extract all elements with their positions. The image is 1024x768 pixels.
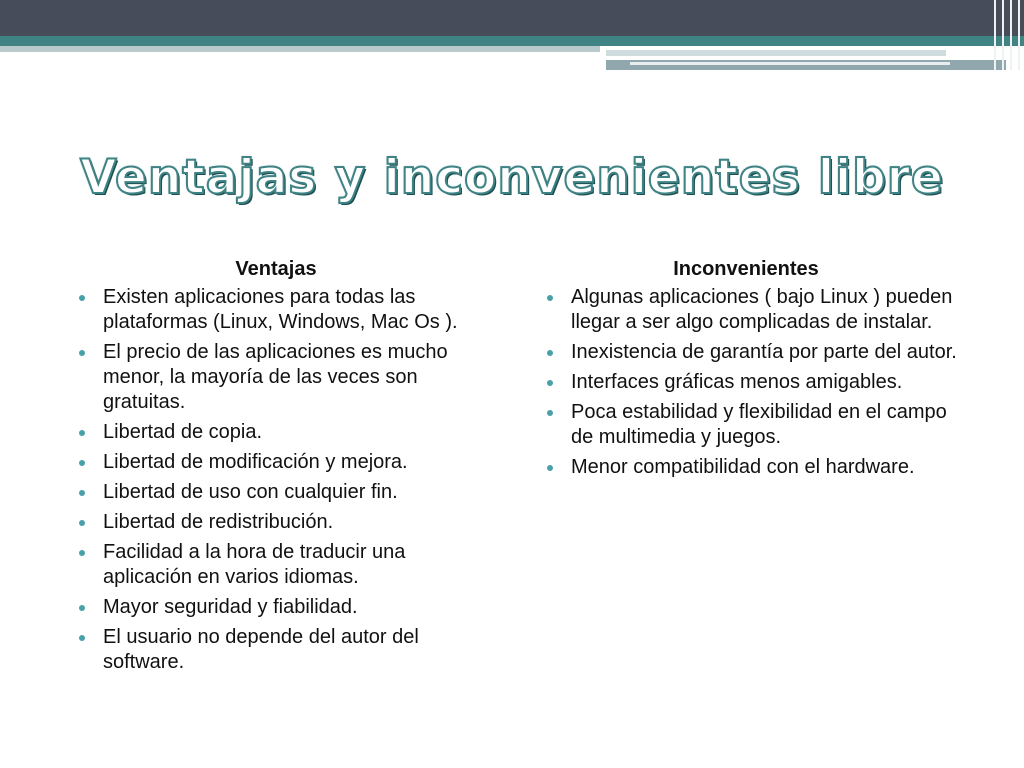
- list-item-text: Mayor seguridad y fiabilidad.: [103, 596, 358, 618]
- list-item: [78, 340, 492, 415]
- bullet-icon: [79, 430, 85, 436]
- slide-title: Ventajas y inconvenientes libre: [80, 150, 944, 205]
- bullet-icon: [547, 350, 553, 356]
- list-item-text: Menor compatibilidad con el hardware.: [571, 456, 915, 478]
- ventajas-heading: Ventajas: [235, 258, 317, 280]
- bullet-icon: [79, 520, 85, 526]
- inconvenientes-heading: Inconvenientes: [673, 258, 819, 280]
- list-item: [78, 420, 492, 445]
- list-item-text: Poca estabilidad y flexibilidad en el campo de multimedia y juegos.: [571, 401, 947, 448]
- inconvenientes-list: [546, 285, 958, 480]
- bullet-icon: [79, 490, 85, 496]
- list-item: [546, 400, 958, 450]
- bullet-icon: [79, 460, 85, 466]
- ventajas-column: [78, 258, 492, 680]
- list-item: [78, 285, 492, 335]
- header-vertical-line: [1018, 0, 1020, 70]
- list-item-text: Libertad de modificación y mejora.: [103, 451, 408, 473]
- list-item: [546, 340, 958, 365]
- header-accent-bar-light: [606, 50, 946, 56]
- bullet-icon: [547, 295, 553, 301]
- header-accent-stripe: [0, 36, 1024, 46]
- list-item-text: El precio de las aplicaciones es mucho menor, la mayoría de las veces son gratuitas.: [103, 341, 448, 413]
- bullet-icon: [547, 380, 553, 386]
- list-item-text: Inexistencia de garantía por parte del autor.: [571, 341, 957, 363]
- list-item: [546, 455, 958, 480]
- header-vertical-line: [1010, 0, 1012, 70]
- header-accent-highlight: [630, 62, 950, 65]
- header-shadow-stripe: [0, 46, 600, 52]
- bullet-icon: [547, 465, 553, 471]
- ventajas-list: [78, 285, 492, 675]
- bullet-icon: [79, 550, 85, 556]
- list-item: [78, 450, 492, 475]
- list-item: [78, 510, 492, 535]
- list-item: [78, 480, 492, 505]
- list-item: [546, 285, 958, 335]
- list-item-text: Libertad de copia.: [103, 421, 263, 443]
- inconvenientes-column: [546, 258, 958, 485]
- header-vertical-line: [994, 0, 996, 70]
- bullet-icon: [79, 605, 85, 611]
- list-item-text: El usuario no depende del autor del software.: [103, 626, 419, 673]
- header-vertical-line: [1002, 0, 1004, 70]
- list-item: [546, 370, 958, 395]
- list-item-text: Libertad de redistribución.: [103, 511, 334, 533]
- list-item: [78, 595, 492, 620]
- list-item-text: Algunas aplicaciones ( bajo Linux ) pueden llegar a ser algo complicadas de instalar.: [571, 286, 953, 333]
- list-item-text: Facilidad a la hora de traducir una aplicación en varios idiomas.: [103, 541, 406, 588]
- list-item-text: Existen aplicaciones para todas las plataformas (Linux, Windows, Mac Os ).: [103, 286, 458, 333]
- bullet-icon: [79, 295, 85, 301]
- header-band: [0, 0, 1024, 36]
- list-item: [78, 540, 492, 590]
- bullet-icon: [547, 410, 553, 416]
- bullet-icon: [79, 350, 85, 356]
- list-item-text: Interfaces gráficas menos amigables.: [571, 371, 903, 393]
- list-item: [78, 625, 492, 675]
- bullet-icon: [79, 635, 85, 641]
- list-item-text: Libertad de uso con cualquier fin.: [103, 481, 398, 503]
